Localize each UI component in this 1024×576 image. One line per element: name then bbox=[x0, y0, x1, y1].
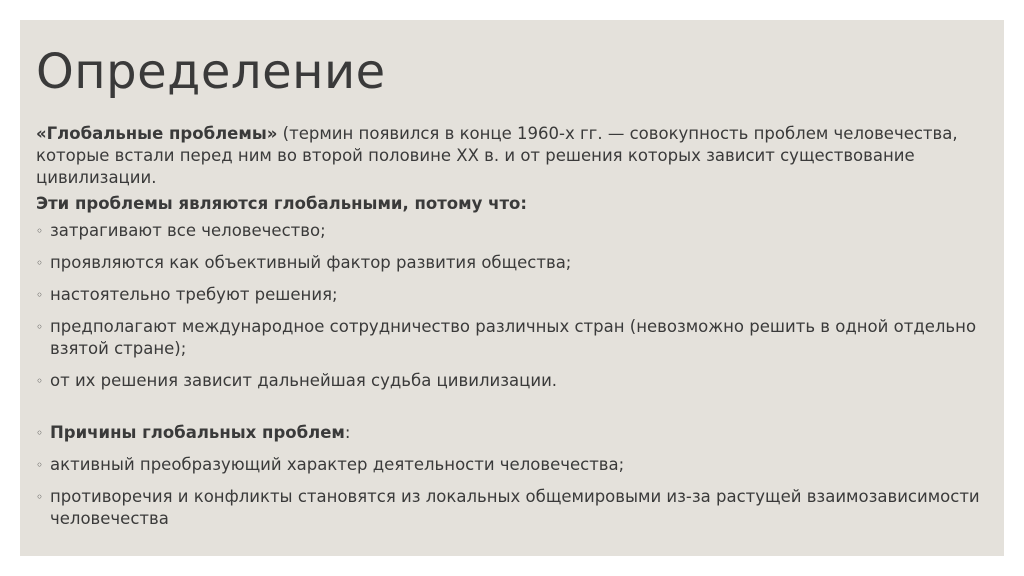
definition-text: (термин появился в конце 1960-х гг. — совокупность проблем человечества, которые встали перед ним во второй половине XX в. и от решения которых зависит существование цивилизации. bbox=[36, 124, 958, 187]
list-item-text: от их решения зависит дальнейшая судьба цивилизации. bbox=[50, 371, 558, 390]
slide bbox=[20, 20, 1004, 556]
list-item bbox=[36, 284, 986, 306]
causes-heading-colon: : bbox=[344, 423, 351, 442]
bullet-icon: ◦ bbox=[36, 288, 44, 302]
list-item bbox=[36, 486, 986, 530]
list-item-text: предполагают международное сотрудничество различных стран (невозможно решить в одной отдельно взятой стране); bbox=[50, 317, 977, 358]
causes-heading-item bbox=[36, 422, 986, 444]
slide-content bbox=[36, 123, 986, 540]
bullet-icon: ◦ bbox=[36, 256, 44, 270]
definition-term: «Глобальные проблемы» bbox=[36, 124, 278, 143]
list-item bbox=[36, 252, 986, 274]
list-item bbox=[36, 454, 986, 476]
definition-paragraph bbox=[36, 123, 986, 189]
bullet-icon: ◦ bbox=[36, 426, 44, 440]
causes-list bbox=[36, 422, 986, 530]
bullet-icon: ◦ bbox=[36, 374, 44, 388]
list-item bbox=[36, 316, 986, 360]
bullet-icon: ◦ bbox=[36, 490, 44, 504]
bullet-icon: ◦ bbox=[36, 224, 44, 238]
bullet-icon: ◦ bbox=[36, 458, 44, 472]
causes-heading: Причины глобальных проблем bbox=[50, 423, 345, 442]
list-item-text: противоречия и конфликты становятся из локальных общемировыми из-за растущей взаимозависимости человечества bbox=[50, 487, 980, 528]
list-item-text: настоятельно требуют решения; bbox=[50, 285, 338, 304]
list-item bbox=[36, 370, 986, 392]
list-item bbox=[36, 220, 986, 242]
bullet-icon: ◦ bbox=[36, 320, 44, 334]
reasons-heading: Эти проблемы являются глобальными, потому что: bbox=[36, 194, 527, 213]
list-item-text: активный преобразующий характер деятельности человечества; bbox=[50, 455, 625, 474]
list-item-text: проявляются как объективный фактор развития общества; bbox=[50, 253, 572, 272]
spacer bbox=[36, 402, 986, 422]
list-item-text: затрагивают все человечество; bbox=[50, 221, 326, 240]
slide-title: Определение bbox=[36, 44, 386, 100]
reasons-list bbox=[36, 220, 986, 392]
